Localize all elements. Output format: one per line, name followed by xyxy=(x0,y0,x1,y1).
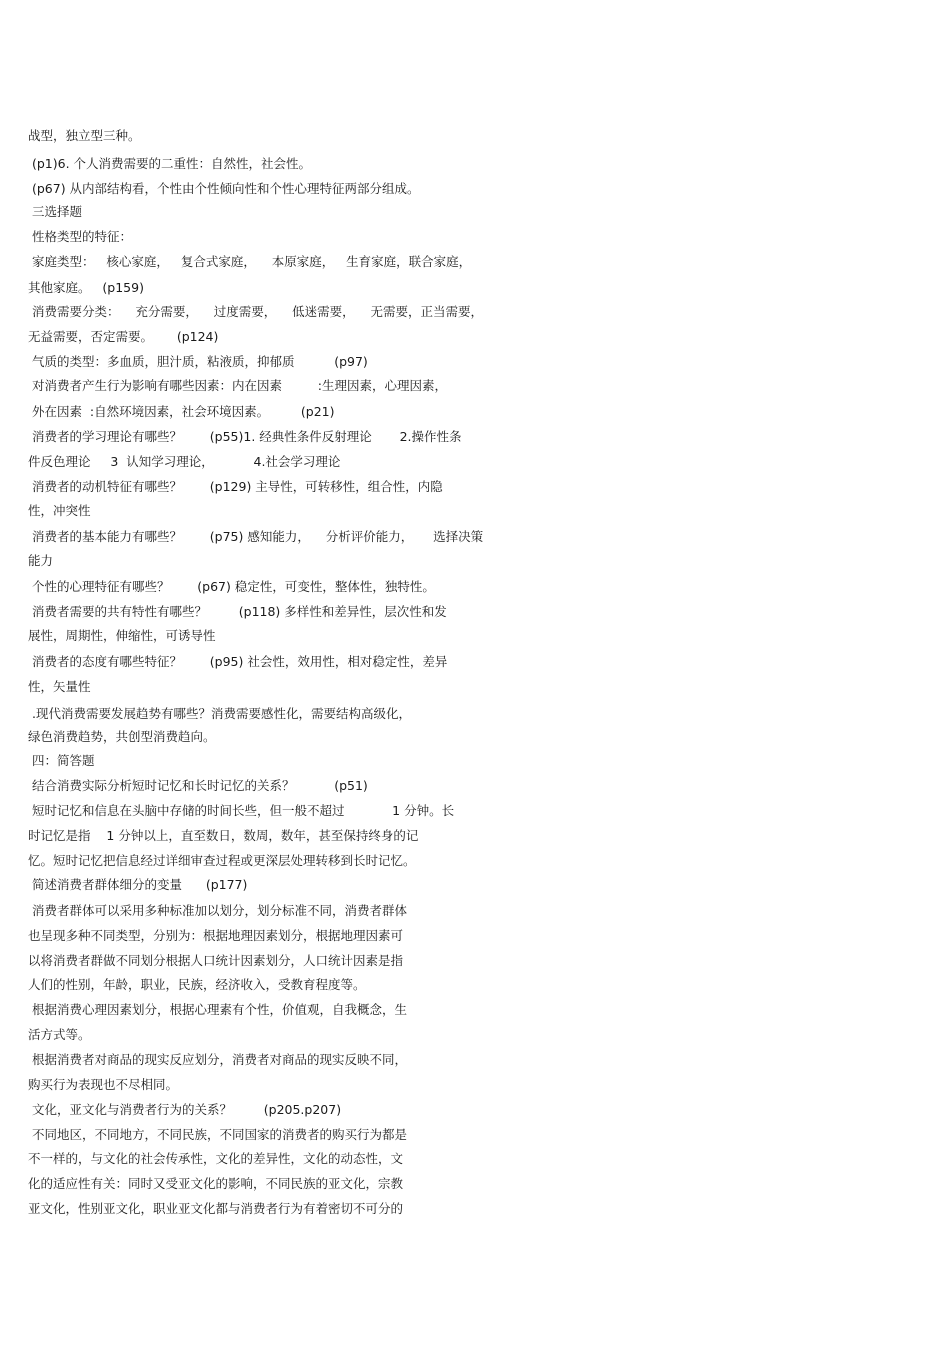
text-line: 消费者的动机特征有哪些？ (p129) 主导性，可转移性，组合性，内隐 xyxy=(28,479,443,494)
text-line: 不同地区，不同地方，不同民族，不同国家的消费者的购买行为都是 xyxy=(28,1127,407,1142)
text-line: 性，冲突性 xyxy=(28,503,91,518)
text-line: 以将消费者群做不同划分根据人口统计因素划分，人口统计因素是指 xyxy=(28,953,404,968)
text-line: 也呈现多种不同类型，分别为：根据地理因素划分，根据地理因素可 xyxy=(28,928,404,943)
text-line: 购买行为表现也不尽相同。 xyxy=(28,1077,179,1092)
text-line: 绿色消费趋势，共创型消费趋向。 xyxy=(28,729,216,744)
text-line: 消费者需要的共有特性有哪些？ (p118) 多样性和差异性，层次性和发 xyxy=(28,604,447,619)
section-heading: 三选择题 xyxy=(28,204,82,219)
section-heading: 四：简答题 xyxy=(28,753,95,768)
text-line: 外在因素 :自然环境因素，社会环境因素。 (p21) xyxy=(28,404,335,419)
text-line: 消费需要分类： 充分需要， 过度需要， 低迷需要， 无需要，正当需要， xyxy=(28,304,484,319)
text-line: 不一样的，与文化的社会传承性，文化的差异性，文化的动态性，文 xyxy=(28,1151,404,1166)
text-line: 人们的性别，年龄，职业，民族，经济收入，受教育程度等。 xyxy=(28,977,366,992)
text-line: 能力 xyxy=(28,553,54,568)
text-line: (p1)6. 个人消费需要的二重性：自然性，社会性。 xyxy=(28,156,312,171)
text-line: 对消费者产生行为影响有哪些因素：内在因素 :生理因素，心理因素， xyxy=(28,378,447,393)
text-line: 化的适应性有关：同时又受亚文化的影响，不同民族的亚文化，宗教 xyxy=(28,1176,404,1191)
text-line: 时记忆是指 1 分钟以上，直至数日，数周，数年，甚至保持终身的记 xyxy=(28,828,419,843)
text-line: 无益需要，否定需要。 (p124) xyxy=(28,329,219,344)
text-line: .现代消费需要发展趋势有哪些？消费需要感性化，需要结构高级化， xyxy=(28,706,411,721)
text-line: 消费者的学习理论有哪些？ (p55)1. 经典性条件反射理论 2.操作性条 xyxy=(28,429,462,444)
text-line: 忆。短时记忆把信息经过详细审查过程或更深层处理转移到长时记忆。 xyxy=(28,853,416,868)
text-line: 结合消费实际分析短时记忆和长时记忆的关系？ (p51) xyxy=(28,778,368,793)
text-line: 根据消费心理因素划分，根据心理素有个性，价值观，自我概念，生 xyxy=(28,1002,407,1017)
text-line: 性，矢量性 xyxy=(28,679,91,694)
text-line: 亚文化，性别亚文化，职业亚文化都与消费者行为有着密切不可分的 xyxy=(28,1201,404,1216)
text-line: 根据消费者对商品的现实反应划分，消费者对商品的现实反映不同， xyxy=(28,1052,407,1067)
text-line: 家庭类型： 核心家庭， 复合式家庭， 本原家庭， 生育家庭，联合家庭， xyxy=(28,254,472,269)
text-line: 件反色理论 3 认知学习理论， 4.社会学习理论 xyxy=(28,454,341,469)
text-line: 消费者的态度有哪些特征？ (p95) 社会性，效用性，相对稳定性，差异 xyxy=(28,654,448,669)
text-line: 性格类型的特征： xyxy=(28,229,132,244)
text-line: 消费者群体可以采用多种标准加以划分，划分标准不同，消费者群体 xyxy=(28,903,407,918)
text-line: (p67) 从内部结构看，个性由个性倾向性和个性心理特征两部分组成。 xyxy=(28,181,420,196)
text-line: 活方式等。 xyxy=(28,1027,91,1042)
text-line: 文化，亚文化与消费者行为的关系？ (p205.p207) xyxy=(28,1102,342,1117)
text-line: 个性的心理特征有哪些？ (p67) 稳定性，可变性，整体性，独特性。 xyxy=(28,579,435,594)
text-line: 其他家庭。 (p159) xyxy=(28,280,144,295)
text-line: 战型，独立型三种。 xyxy=(28,128,141,143)
text-line: 展性，周期性，伸缩性，可诱导性 xyxy=(28,628,216,643)
text-line: 短时记忆和信息在头脑中存储的时间长些，但一般不超过 1 分钟。长 xyxy=(28,803,455,818)
text-line: 消费者的基本能力有哪些？ (p75) 感知能力， 分析评价能力， 选择决策 xyxy=(28,529,484,544)
text-line: 简述消费者群体细分的变量 (p177) xyxy=(28,877,248,892)
text-line: 气质的类型：多血质，胆汁质，粘液质，抑郁质 (p97) xyxy=(28,354,368,369)
